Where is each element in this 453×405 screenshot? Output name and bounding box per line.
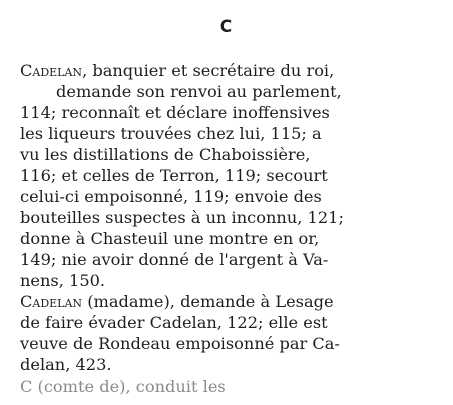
entry-line: 116; et celles de Terron, 119; secourt	[20, 166, 328, 185]
entry-line: vu les distillations de Chaboissière,	[20, 145, 311, 164]
entry-line: nens, 150.	[20, 271, 106, 290]
entry-line: 149; nie avoir donné de l'argent à Va-	[20, 250, 329, 269]
entry-text: , banquier et secrétaire du roi,	[82, 61, 335, 80]
entry-line: les liqueurs trouvées chez lui, 115; a	[20, 124, 322, 143]
entry-line: demande son renvoi au parlement,	[56, 82, 342, 101]
section-letter: C	[219, 17, 234, 37]
entry-line: celui-ci empoisonné, 119; envoie des	[20, 187, 322, 206]
entry-head: Cadelan	[20, 61, 83, 80]
entry-line: de faire évader Cadelan, 122; elle est	[20, 313, 328, 332]
entry-line: 114; reconnaît et déclare inoffensives	[20, 103, 330, 122]
entry-line	[20, 60, 334, 81]
entry-head: Cadelan	[20, 292, 83, 311]
entry-line: veuve de Rondeau empoisonné par Ca-	[20, 334, 340, 353]
entry-line: delan, 423.	[20, 355, 112, 374]
cut-off-line: C (comte de), conduit les	[20, 377, 226, 396]
entry-line	[20, 291, 334, 312]
entry-text: (madame), demande à Lesage	[82, 292, 334, 311]
entry-line: donne à Chasteuil une montre en or,	[20, 229, 320, 248]
entry-line: bouteilles suspectes à un inconnu, 121;	[20, 208, 344, 227]
